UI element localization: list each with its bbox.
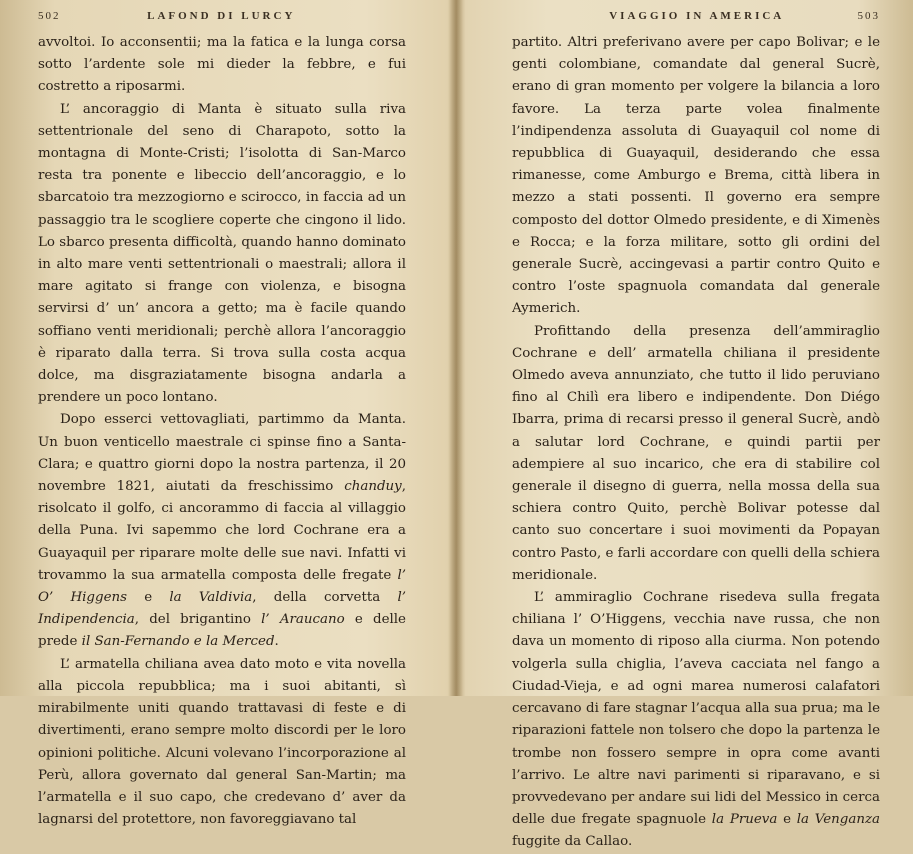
italic-text: l’ O’ Higgens	[38, 567, 406, 606]
text-run: L’ armatella chiliana avea dato moto e vita novella alla piccola repubblica; ma i suoi abitanti, sì mirabilmente uniti quando trattavasi di feste e di divertimenti, erano sempre molto discordi per le loro opinioni politiche. Alcuni volevano l’incorporazione al Perù, allora governato dal general San-Martin; ma l’armatella e il suo capo, che credevano d’ aver da lagnarsi del protettore, non favoreggiavano tal	[38, 656, 406, 828]
paragraph	[38, 99, 406, 410]
right-page	[456, 0, 912, 850]
paragraph	[512, 32, 880, 321]
text-run: partito. Altri preferivano avere per capo Bolivar; e le genti colombiane, comandate dal general Sucrè, erano di gran momento per volgere la bilancia a loro favore. La terza parte volea finalmente l’indipendenza assoluta di Guayaquil col nome di repubblica di Guayaquil, desiderando che essa rimanesse, come Amburgo e Brema, città libera in mezzo a stati possenti. Il governo era sempre composto del dottor Olmedo presidente, e di Ximenès e Rocca; e la forza militare, sotto gli ordini del generale Sucrè, accingevasi a partir contro Quito e contro l’oste spagnuola comandata dal generale Aymerich.	[512, 35, 880, 317]
left-running-title: LAFOND DI LURCY	[147, 10, 296, 22]
italic-text: l’ Indipendencia	[38, 590, 406, 628]
text-run: .	[274, 634, 279, 650]
italic-text: l’ Araucano	[261, 612, 345, 628]
italic-text: chanduy	[344, 479, 402, 495]
text-run: Dopo esserci vettovagliati, partimmo da Manta. Un buon venticello maestrale ci spinse fino a Santa-Clara; e quattro giorni dopo la nostra partenza, il 20 novembre 1821, aiutati da freschissimo	[38, 412, 406, 495]
left-page	[0, 0, 456, 828]
text-run: e	[777, 812, 797, 828]
text-run: fuggite da Callao.	[512, 834, 633, 850]
italic-text: la Venganza	[796, 812, 880, 828]
italic-text: la Valdivia	[169, 590, 253, 606]
text-run: , del brigantino	[134, 612, 262, 628]
right-page-number: 503	[857, 10, 880, 22]
italic-text: il San-Fernando e la Merced	[81, 634, 275, 650]
paragraph	[38, 32, 406, 99]
text-run: , della corvetta	[252, 590, 398, 606]
paragraph	[512, 321, 880, 587]
text-run: Profittando della presenza dell’ammiraglio Cochrane e dell’ armatella chiliana il presidente Olmedo aveva annunziato, che tutto il lido peruviano fino al Chilì era libero e indipendente. Don Diégo Ibarra, prima di recarsi presso il general Sucrè, andò a salutar lord Cochrane, e quindi partii per adempiere al suo incarico, che era di stabilire col generale il disegno di guerra, nella mossa della sua schiera contro Quito, perchè Bolivar potesse dal canto suo concertare i suoi movimenti da Popayan contro Pasto, e farli accordare con quelli della schiera meridionale.	[512, 323, 880, 583]
paragraph	[512, 587, 880, 853]
text-run: L’ ammiraglio Cochrane risedeva sulla fregata chiliana l’ O’Higgens, vecchia nave russa, che non dava un momento di riposo alla ciurma. Non potendo volgerla sulla chiglia, l’aveva cacciata nel fango a Ciudad-Vieja, e ad ogni marea numerosi calafatori cercavano di fare stagnar l’acqua alla sua prua; ma le riparazioni fattele non tolsero che dopo la partenza le trombe non fossero sempre in opra come avanti l’arrivo. Le altre navi parimenti si riparavano, e si provvedevano per andare sui lidi del Messico in cerca delle due fregate spagnuole	[512, 590, 880, 828]
text-run: e delle prede	[38, 612, 406, 650]
text-run: L’ ancoraggio di Manta è situato sulla riva settentrionale del seno di Charapoto, sotto la montagna di Monte-Cristi; l’isolotta di San-Marco resta tra ponente e libeccio dell’ancoraggio, e lo sbarcatoio tra mezzogiorno e scirocco, in faccia ad un passaggio tra le scogliere coperte che cingono il lido. Lo sbarco presenta difficoltà, quando hanno dominato in alto mare venti settentrionali o maestrali; allora il mare agitato si frange con violenza, e bisogna servirsi d’ un’ ancora a getto; ma è facile quando soffiano venti meridionali; perchè allora l’ancoraggio è riparato dalla terra. Si trova sulla costa acqua dolce, ma disgraziatamente bisogna andarla a prendere un poco lontano.	[38, 101, 406, 406]
italic-text: la Prueva	[711, 812, 778, 828]
left-page-number: 502	[38, 10, 61, 22]
right-body-text	[512, 32, 880, 854]
text-run: avvoltoi. Io acconsentii; ma la fatica e la lunga corsa sotto l’ardente sole mi dieder la febbre, e fui costretto a riposarmi.	[38, 35, 406, 95]
paragraph	[38, 409, 406, 653]
paragraph	[38, 654, 406, 832]
text-run: e	[126, 590, 170, 606]
left-body-text	[38, 32, 406, 831]
left-running-header	[38, 10, 406, 32]
right-running-title: VIAGGIO IN AMERICA	[609, 10, 785, 22]
text-run: , risolcato il golfo, ci ancorammo di faccia al villaggio della Puna. Ivi sapemmo che lord Cochrane era a Guayaquil per riparare molte delle sue navi. Infatti vi trovammo la sua armatella composta delle fregate	[38, 479, 406, 583]
right-running-header	[512, 10, 880, 32]
